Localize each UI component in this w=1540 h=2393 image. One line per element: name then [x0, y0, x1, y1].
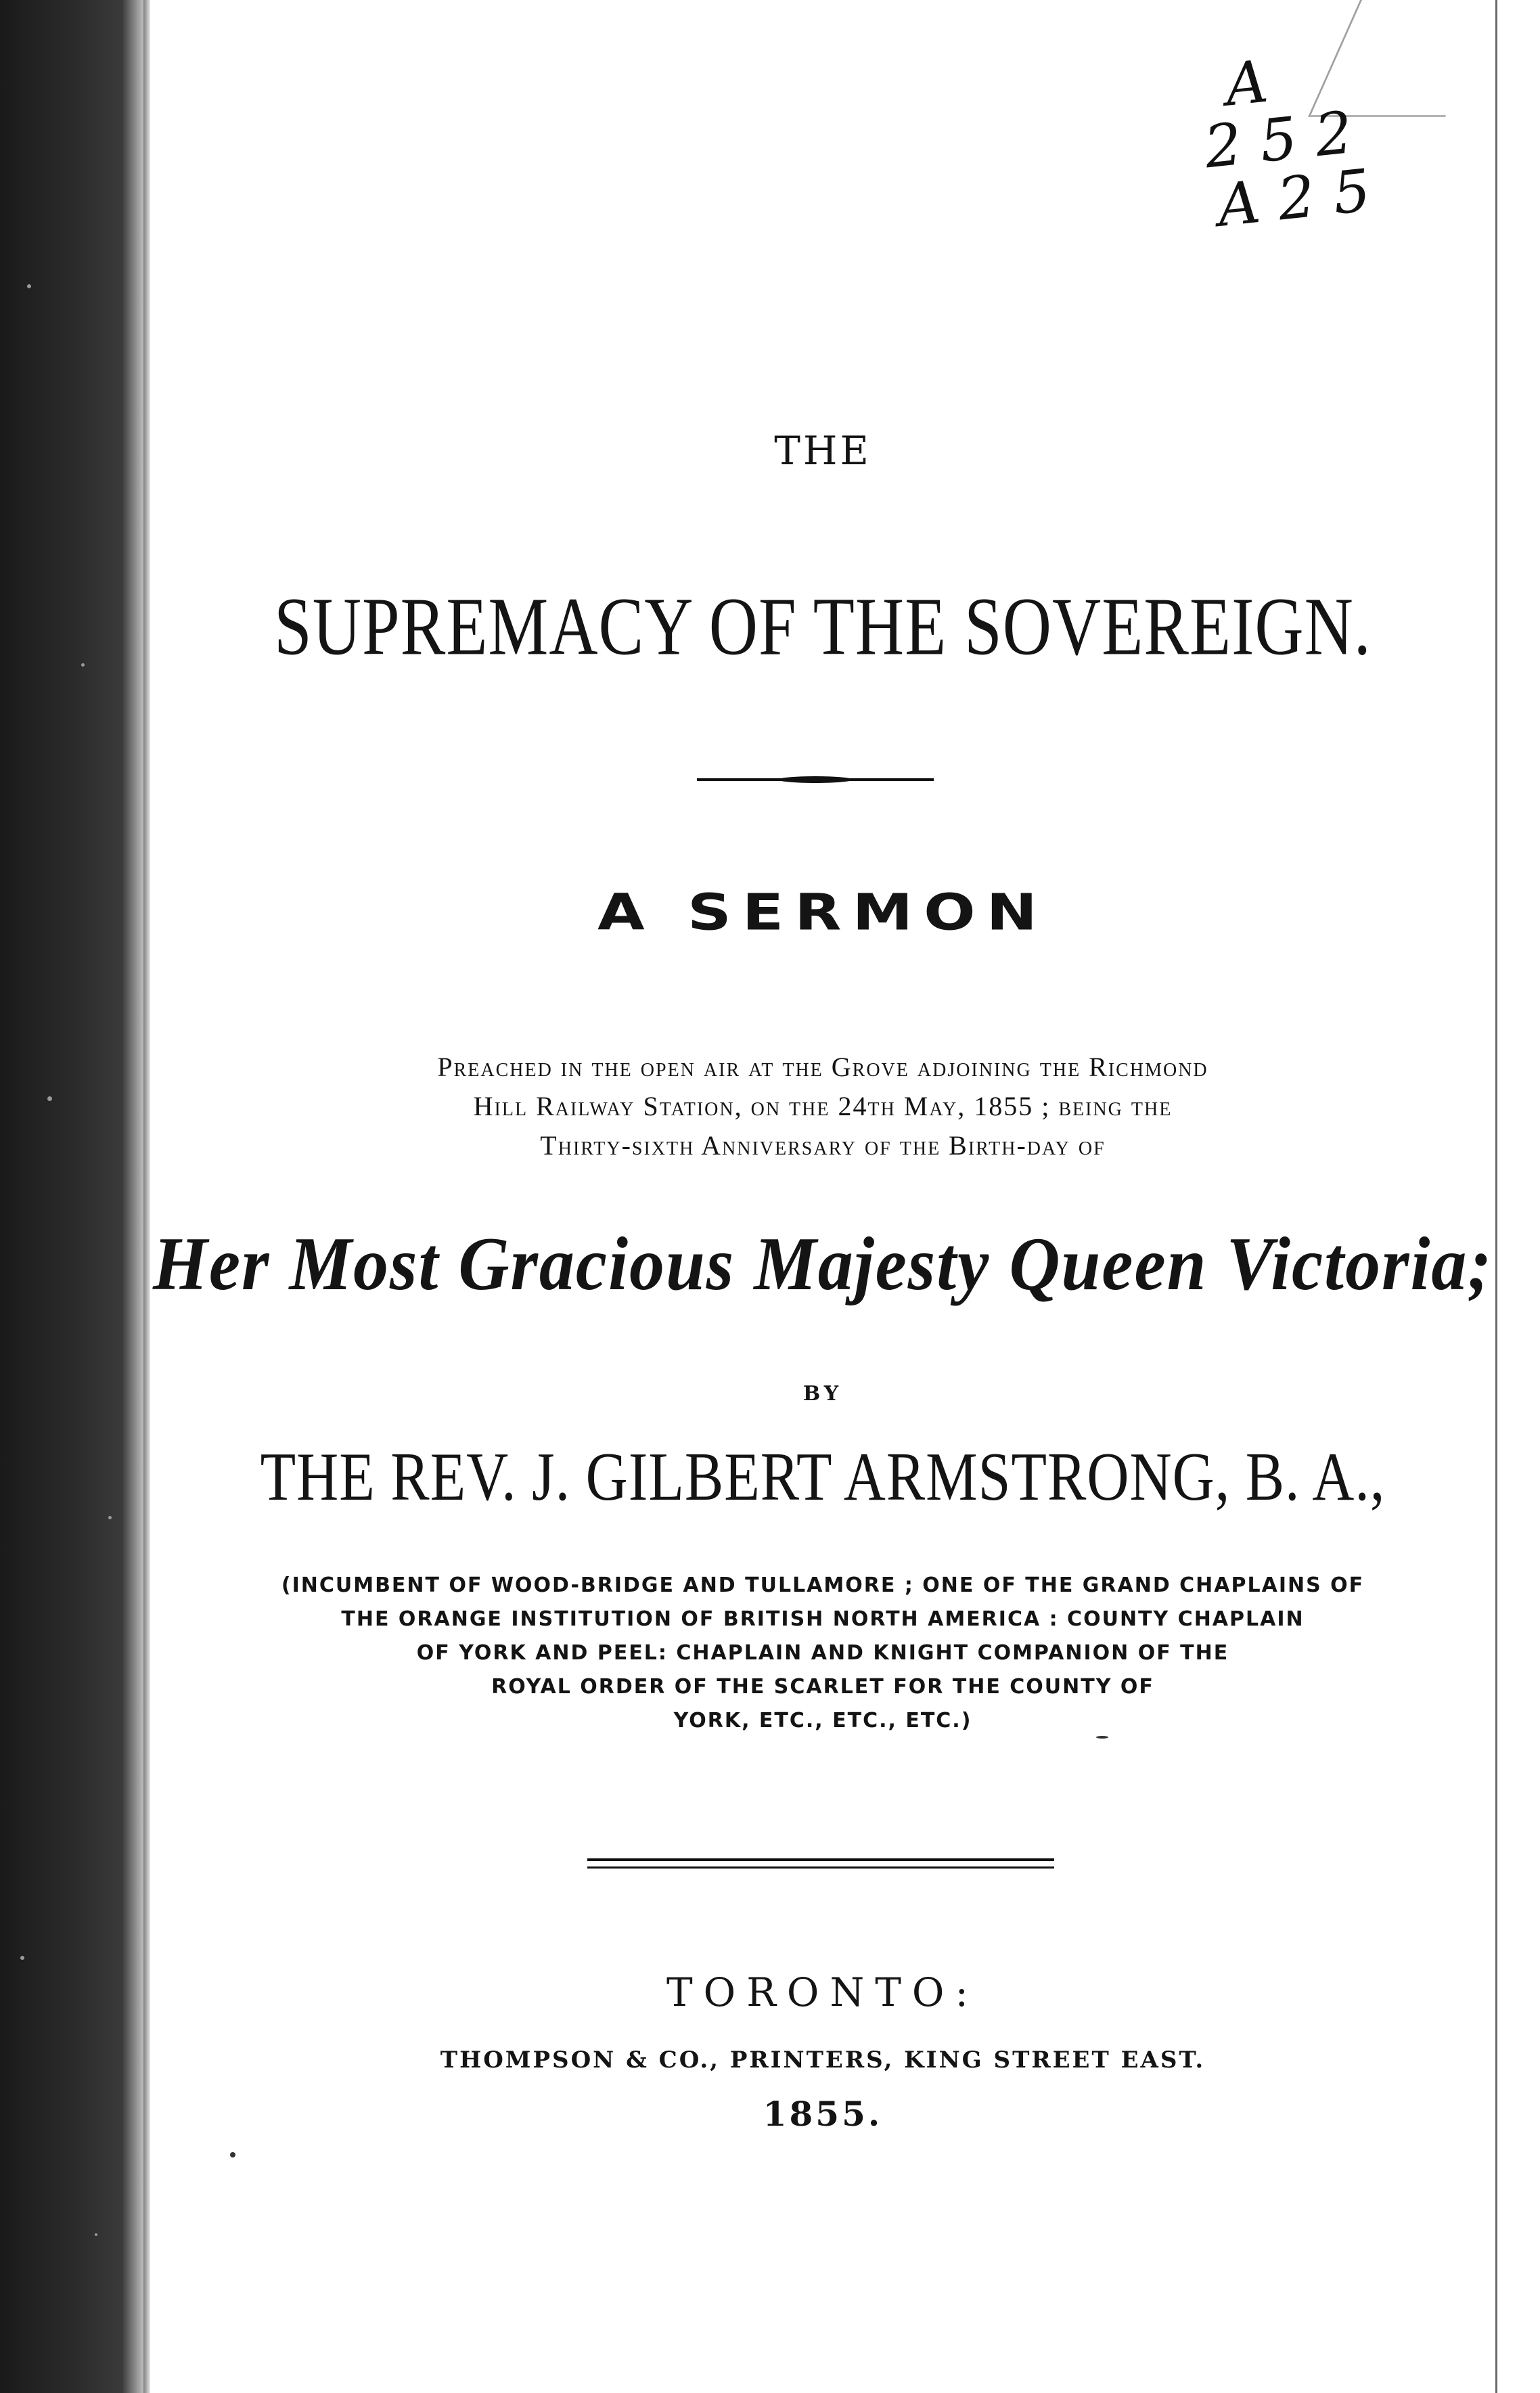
shelfmark-line: A 2 5: [1214, 156, 1374, 240]
author-credentials: [150, 1569, 1495, 1738]
ink-speck: [230, 2152, 235, 2157]
imprint-printer: THOMPSON & CO., PRINTERS, KING STREET EAST.: [440, 2047, 1206, 2074]
spine-speck: [108, 1516, 112, 1519]
double-rule-bottom: [587, 1866, 1054, 1869]
spine-speck: [95, 2233, 97, 2236]
shelfmark-line: A: [1222, 47, 1271, 120]
spine-speck: [81, 663, 85, 667]
credentials-line: ROYAL ORDER OF THE SCARLET FOR THE COUNTY OF: [491, 1675, 1154, 1699]
ink-speck: [1096, 1736, 1108, 1739]
author-name: THE REV. J. GILBERT ARMSTRONG, B. A.,: [260, 1438, 1386, 1515]
sermon-heading: A SERMON: [597, 883, 1048, 942]
title-the: THE: [774, 428, 871, 474]
preached-line: Hill Railway Station, on the 24th May, 1855 ; being the: [473, 1091, 1173, 1121]
spine-speck: [20, 1956, 24, 1960]
page-title: SUPREMACY OF THE SOVEREIGN.: [274, 580, 1372, 673]
spine-speck: [27, 284, 31, 288]
preached-statement: [150, 1048, 1495, 1165]
preached-line: Thirty-sixth Anniversary of the Birth-day of: [540, 1130, 1106, 1161]
spine-speck: [47, 1096, 52, 1101]
imprint-year: 1855.: [763, 2094, 883, 2134]
handwritten-shelfmark: [1196, 39, 1403, 240]
credentials-line: (INCUMBENT OF WOOD-BRIDGE AND TULLAMORE ; ONE OF THE GRAND CHAPLAINS OF: [281, 1573, 1365, 1597]
double-rule-top: [587, 1858, 1054, 1861]
credentials-line: YORK, ETC., ETC., ETC.): [673, 1709, 972, 1732]
imprint-city: TORONTO:: [666, 1969, 979, 2015]
page-gutter-edge: [143, 0, 150, 2393]
book-spine: [0, 0, 143, 2393]
ornamental-rule: [697, 778, 934, 781]
preached-line: Preached in the open air at the Grove adjoining the Richmond: [437, 1052, 1208, 1082]
shelfmark-line: 2 5 2: [1201, 99, 1356, 182]
by-line: BY: [802, 1382, 843, 1406]
credentials-line: OF YORK AND PEEL: CHAPLAIN AND KNIGHT COMPANION OF THE: [416, 1641, 1229, 1665]
credentials-line: THE ORANGE INSTITUTION OF BRITISH NORTH AMERICA : COUNTY CHAPLAIN: [341, 1607, 1305, 1631]
dedicatee-line: Her Most Gracious Majesty Queen Victoria;: [152, 1222, 1493, 1306]
page-right-border: [1495, 0, 1497, 2393]
